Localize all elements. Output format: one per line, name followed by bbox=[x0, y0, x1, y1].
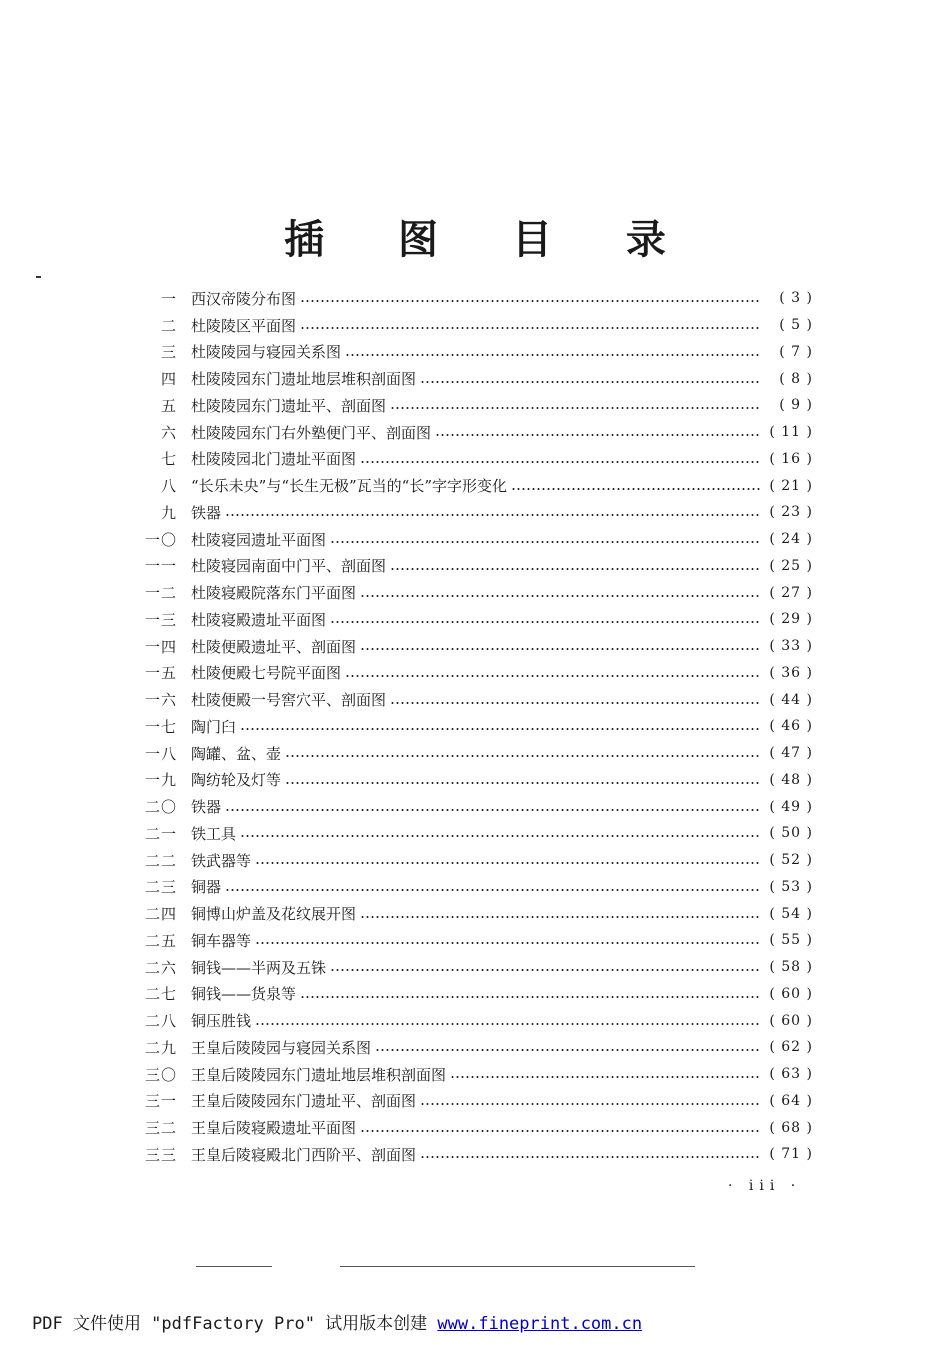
figure-caption-wrap bbox=[191, 288, 765, 309]
figure-caption-wrap bbox=[191, 1144, 765, 1165]
figure-number: 一二 bbox=[144, 584, 177, 603]
dot-leader bbox=[300, 300, 761, 302]
dot-leader bbox=[255, 942, 761, 944]
figure-caption-wrap bbox=[191, 743, 765, 764]
dot-leader bbox=[330, 621, 761, 623]
figure-caption-wrap bbox=[191, 1064, 765, 1085]
figure-caption: 杜陵陵园与寝园关系图 bbox=[191, 343, 342, 362]
figure-page: ( 53 ) bbox=[769, 878, 813, 895]
toc-entry bbox=[133, 606, 813, 633]
figure-caption: 杜陵便殿七号院平面图 bbox=[191, 664, 342, 683]
figure-page: ( 25 ) bbox=[769, 557, 813, 574]
dot-leader bbox=[240, 728, 761, 730]
toc-entry bbox=[133, 1034, 813, 1061]
dot-leader bbox=[225, 514, 761, 516]
dot-leader bbox=[375, 1049, 761, 1051]
figure-caption-wrap bbox=[191, 341, 765, 362]
figure-caption: 陶罐、盆、壶 bbox=[191, 744, 282, 763]
toc-entry bbox=[133, 579, 813, 606]
figure-caption: 王皇后陵陵园与寝园关系图 bbox=[191, 1038, 372, 1057]
toc-entry bbox=[133, 793, 813, 820]
toc-entry bbox=[133, 686, 813, 713]
figure-page: ( 11 ) bbox=[769, 424, 813, 441]
figure-caption-wrap bbox=[191, 823, 765, 844]
toc-entry bbox=[133, 847, 813, 874]
figure-number: 一八 bbox=[144, 744, 177, 763]
figure-number: 七 bbox=[160, 450, 177, 469]
toc-entry bbox=[133, 954, 813, 981]
figure-page: ( 68 ) bbox=[769, 1119, 813, 1136]
figure-page: ( 36 ) bbox=[769, 664, 813, 681]
figure-caption-wrap bbox=[191, 636, 765, 657]
figure-page: ( 55 ) bbox=[769, 932, 813, 949]
dot-leader bbox=[390, 702, 761, 704]
figure-number: 二五 bbox=[144, 931, 177, 950]
dot-leader bbox=[285, 755, 761, 757]
figure-number: 一一 bbox=[144, 557, 177, 576]
dot-leader bbox=[360, 461, 761, 463]
figure-number: 三一 bbox=[144, 1092, 177, 1111]
figure-number: 一三 bbox=[144, 610, 177, 629]
figure-caption: 铁工具 bbox=[191, 824, 237, 843]
figure-caption: 杜陵寝园南面中门平、剖面图 bbox=[191, 557, 387, 576]
figure-caption-wrap bbox=[191, 502, 765, 523]
figure-number: 一四 bbox=[144, 637, 177, 656]
dot-leader bbox=[345, 675, 761, 677]
figure-caption-wrap bbox=[191, 315, 765, 336]
toc-entry bbox=[133, 740, 813, 767]
toc-entry bbox=[133, 472, 813, 499]
figure-page: ( 58 ) bbox=[769, 959, 813, 976]
figure-number: 八 bbox=[160, 477, 177, 496]
figure-number: 四 bbox=[160, 370, 177, 389]
figure-number: 二九 bbox=[144, 1038, 177, 1057]
dot-leader bbox=[240, 835, 761, 837]
figure-caption: “长乐未央”与“长生无极”瓦当的“长”字字形变化 bbox=[191, 477, 508, 496]
figure-caption: 西汉帝陵分布图 bbox=[191, 289, 297, 308]
figure-caption: 铜车器等 bbox=[191, 931, 252, 950]
dot-leader bbox=[345, 354, 761, 356]
figure-caption: 杜陵陵园北门遗址平面图 bbox=[191, 450, 357, 469]
figure-page: ( 49 ) bbox=[769, 798, 813, 815]
toc-entry bbox=[133, 312, 813, 339]
figure-caption: 杜陵寝殿遗址平面图 bbox=[191, 610, 327, 629]
figure-page: ( 54 ) bbox=[769, 905, 813, 922]
toc-entry bbox=[133, 874, 813, 901]
figure-caption: 铜压胜钱 bbox=[191, 1012, 252, 1031]
figure-page: ( 29 ) bbox=[769, 611, 813, 628]
figure-page: ( 5 ) bbox=[779, 317, 813, 334]
dot-leader bbox=[300, 996, 761, 998]
figure-caption: 王皇后陵寝殿遗址平面图 bbox=[191, 1119, 357, 1138]
dot-leader bbox=[360, 1130, 761, 1132]
figure-number: 五 bbox=[160, 396, 177, 415]
figure-page: ( 63 ) bbox=[769, 1066, 813, 1083]
figure-caption: 杜陵陵园东门遗址地层堆积剖面图 bbox=[191, 370, 417, 389]
figure-page: ( 64 ) bbox=[769, 1092, 813, 1109]
figure-number: 二七 bbox=[144, 985, 177, 1004]
figure-caption-wrap bbox=[191, 769, 765, 790]
figure-number: 二四 bbox=[144, 905, 177, 924]
toc-entry bbox=[133, 499, 813, 526]
figure-caption-wrap bbox=[191, 850, 765, 871]
figure-caption: 杜陵寝殿院落东门平面图 bbox=[191, 584, 357, 603]
toc-entry bbox=[133, 285, 813, 312]
divider-long bbox=[340, 1266, 695, 1267]
figure-number: 二八 bbox=[144, 1012, 177, 1031]
figure-caption: 铁器 bbox=[191, 798, 222, 817]
dot-leader bbox=[511, 488, 761, 490]
figure-page: ( 71 ) bbox=[769, 1146, 813, 1163]
figure-caption: 杜陵陵区平面图 bbox=[191, 316, 297, 335]
figure-caption: 杜陵寝园遗址平面图 bbox=[191, 530, 327, 549]
pdf-footer-text: PDF 文件使用 "pdfFactory Pro" 试用版本创建 bbox=[32, 1314, 438, 1334]
figure-caption-wrap bbox=[191, 930, 765, 951]
figure-number: 一 bbox=[160, 289, 177, 308]
figure-number: 九 bbox=[160, 503, 177, 522]
figure-caption-wrap bbox=[191, 1037, 765, 1058]
figure-page: ( 48 ) bbox=[769, 771, 813, 788]
toc-entry bbox=[133, 900, 813, 927]
figure-caption-wrap bbox=[191, 1090, 765, 1111]
figure-number: 六 bbox=[160, 423, 177, 442]
figure-caption: 铜博山炉盖及花纹展开图 bbox=[191, 905, 357, 924]
figure-caption-wrap bbox=[191, 983, 765, 1004]
figure-page: ( 47 ) bbox=[769, 745, 813, 762]
pdf-footer bbox=[32, 1309, 642, 1334]
figure-caption-wrap bbox=[191, 475, 765, 496]
figure-page: ( 3 ) bbox=[779, 290, 813, 307]
fineprint-link[interactable]: www.fineprint.com.cn bbox=[437, 1314, 643, 1334]
dot-leader bbox=[330, 969, 761, 971]
dot-leader bbox=[420, 1156, 761, 1158]
figure-caption-wrap bbox=[191, 1010, 765, 1031]
figure-caption: 铁器 bbox=[191, 503, 222, 522]
figure-caption-wrap bbox=[191, 582, 765, 603]
figure-caption: 铜钱——货泉等 bbox=[191, 985, 297, 1004]
figure-caption-wrap bbox=[191, 1117, 765, 1138]
figure-page: ( 44 ) bbox=[769, 691, 813, 708]
figure-number: 二一 bbox=[144, 824, 177, 843]
toc-entry bbox=[133, 633, 813, 660]
figure-caption: 铁武器等 bbox=[191, 851, 252, 870]
figure-page: ( 16 ) bbox=[769, 450, 813, 467]
page-number: · iii · bbox=[728, 1178, 802, 1194]
figure-caption-wrap bbox=[191, 448, 765, 469]
toc-entry bbox=[133, 446, 813, 473]
figure-caption-wrap bbox=[191, 422, 765, 443]
figure-number: 三二 bbox=[144, 1119, 177, 1138]
stray-mark bbox=[36, 276, 41, 278]
figure-page: ( 21 ) bbox=[769, 477, 813, 494]
toc-entry bbox=[133, 927, 813, 954]
toc-entry bbox=[133, 526, 813, 553]
figure-caption-wrap bbox=[191, 716, 765, 737]
figure-page: ( 46 ) bbox=[769, 718, 813, 735]
figure-page: ( 33 ) bbox=[769, 638, 813, 655]
figure-page: ( 23 ) bbox=[769, 504, 813, 521]
dot-leader bbox=[360, 648, 761, 650]
dot-leader bbox=[435, 434, 761, 436]
dot-leader bbox=[360, 595, 761, 597]
figure-caption-wrap bbox=[191, 395, 765, 416]
figure-caption: 杜陵陵园东门遗址平、剖面图 bbox=[191, 396, 387, 415]
toc-entry bbox=[133, 553, 813, 580]
figure-number: 一七 bbox=[144, 717, 177, 736]
dot-leader bbox=[390, 407, 761, 409]
figure-caption-wrap bbox=[191, 609, 765, 630]
figure-caption-wrap bbox=[191, 903, 765, 924]
divider-short bbox=[196, 1266, 272, 1267]
figure-number: 二〇 bbox=[144, 798, 177, 817]
figure-caption-wrap bbox=[191, 957, 765, 978]
toc-entry bbox=[133, 419, 813, 446]
toc-entry bbox=[133, 1007, 813, 1034]
figure-caption: 杜陵便殿一号窖穴平、剖面图 bbox=[191, 691, 387, 710]
figure-number: 一六 bbox=[144, 691, 177, 710]
figure-page: ( 8 ) bbox=[779, 370, 813, 387]
toc-entry bbox=[133, 1061, 813, 1088]
figure-caption: 王皇后陵陵园东门遗址地层堆积剖面图 bbox=[191, 1065, 447, 1084]
figure-number: 二二 bbox=[144, 851, 177, 870]
dot-leader bbox=[330, 541, 761, 543]
figure-caption: 杜陵便殿遗址平、剖面图 bbox=[191, 637, 357, 656]
figure-number: 一〇 bbox=[144, 530, 177, 549]
page-title: 插 图 目 录 bbox=[284, 216, 696, 263]
dot-leader bbox=[360, 916, 761, 918]
toc-entry bbox=[133, 339, 813, 366]
figure-caption-wrap bbox=[191, 529, 765, 550]
figure-page: ( 52 ) bbox=[769, 852, 813, 869]
figure-caption: 王皇后陵寝殿北门西阶平、剖面图 bbox=[191, 1145, 417, 1164]
toc-entry bbox=[133, 365, 813, 392]
figure-number: 一九 bbox=[144, 771, 177, 790]
figure-number: 三〇 bbox=[144, 1065, 177, 1084]
dot-leader bbox=[390, 568, 761, 570]
figure-number: 三三 bbox=[144, 1145, 177, 1164]
toc-entry bbox=[133, 1088, 813, 1115]
figure-caption-wrap bbox=[191, 662, 765, 683]
figure-caption: 陶纺轮及灯等 bbox=[191, 771, 282, 790]
table-of-figures bbox=[133, 285, 813, 1168]
toc-entry bbox=[133, 713, 813, 740]
figure-caption: 杜陵陵园东门右外塾便门平、剖面图 bbox=[191, 423, 432, 442]
figure-caption-wrap bbox=[191, 796, 765, 817]
figure-caption-wrap bbox=[191, 555, 765, 576]
figure-number: 二三 bbox=[144, 878, 177, 897]
figure-number: 一五 bbox=[144, 664, 177, 683]
figure-number: 二 bbox=[160, 316, 177, 335]
figure-caption-wrap bbox=[191, 876, 765, 897]
dot-leader bbox=[450, 1076, 761, 1078]
dot-leader bbox=[255, 862, 761, 864]
dot-leader bbox=[285, 782, 761, 784]
toc-entry bbox=[133, 767, 813, 794]
figure-page: ( 7 ) bbox=[779, 343, 813, 360]
figure-page: ( 9 ) bbox=[779, 397, 813, 414]
dot-leader bbox=[420, 381, 761, 383]
dot-leader bbox=[225, 889, 761, 891]
figure-caption: 王皇后陵陵园东门遗址平、剖面图 bbox=[191, 1092, 417, 1111]
toc-entry bbox=[133, 1141, 813, 1168]
figure-number: 三 bbox=[160, 343, 177, 362]
figure-caption: 陶门臼 bbox=[191, 717, 237, 736]
figure-caption: 铜钱——半两及五铢 bbox=[191, 958, 327, 977]
dot-leader bbox=[255, 1023, 761, 1025]
figure-page: ( 60 ) bbox=[769, 985, 813, 1002]
figure-page: ( 50 ) bbox=[769, 825, 813, 842]
figure-caption: 铜器 bbox=[191, 878, 222, 897]
figure-page: ( 24 ) bbox=[769, 531, 813, 548]
figure-number: 二六 bbox=[144, 958, 177, 977]
dot-leader bbox=[300, 327, 761, 329]
toc-entry bbox=[133, 1114, 813, 1141]
dot-leader bbox=[225, 809, 761, 811]
figure-page: ( 27 ) bbox=[769, 584, 813, 601]
toc-entry bbox=[133, 981, 813, 1008]
dot-leader bbox=[420, 1103, 761, 1105]
figure-page: ( 60 ) bbox=[769, 1012, 813, 1029]
figure-caption-wrap bbox=[191, 689, 765, 710]
toc-entry bbox=[133, 660, 813, 687]
figure-caption-wrap bbox=[191, 368, 765, 389]
toc-entry bbox=[133, 820, 813, 847]
toc-entry bbox=[133, 392, 813, 419]
figure-page: ( 62 ) bbox=[769, 1039, 813, 1056]
